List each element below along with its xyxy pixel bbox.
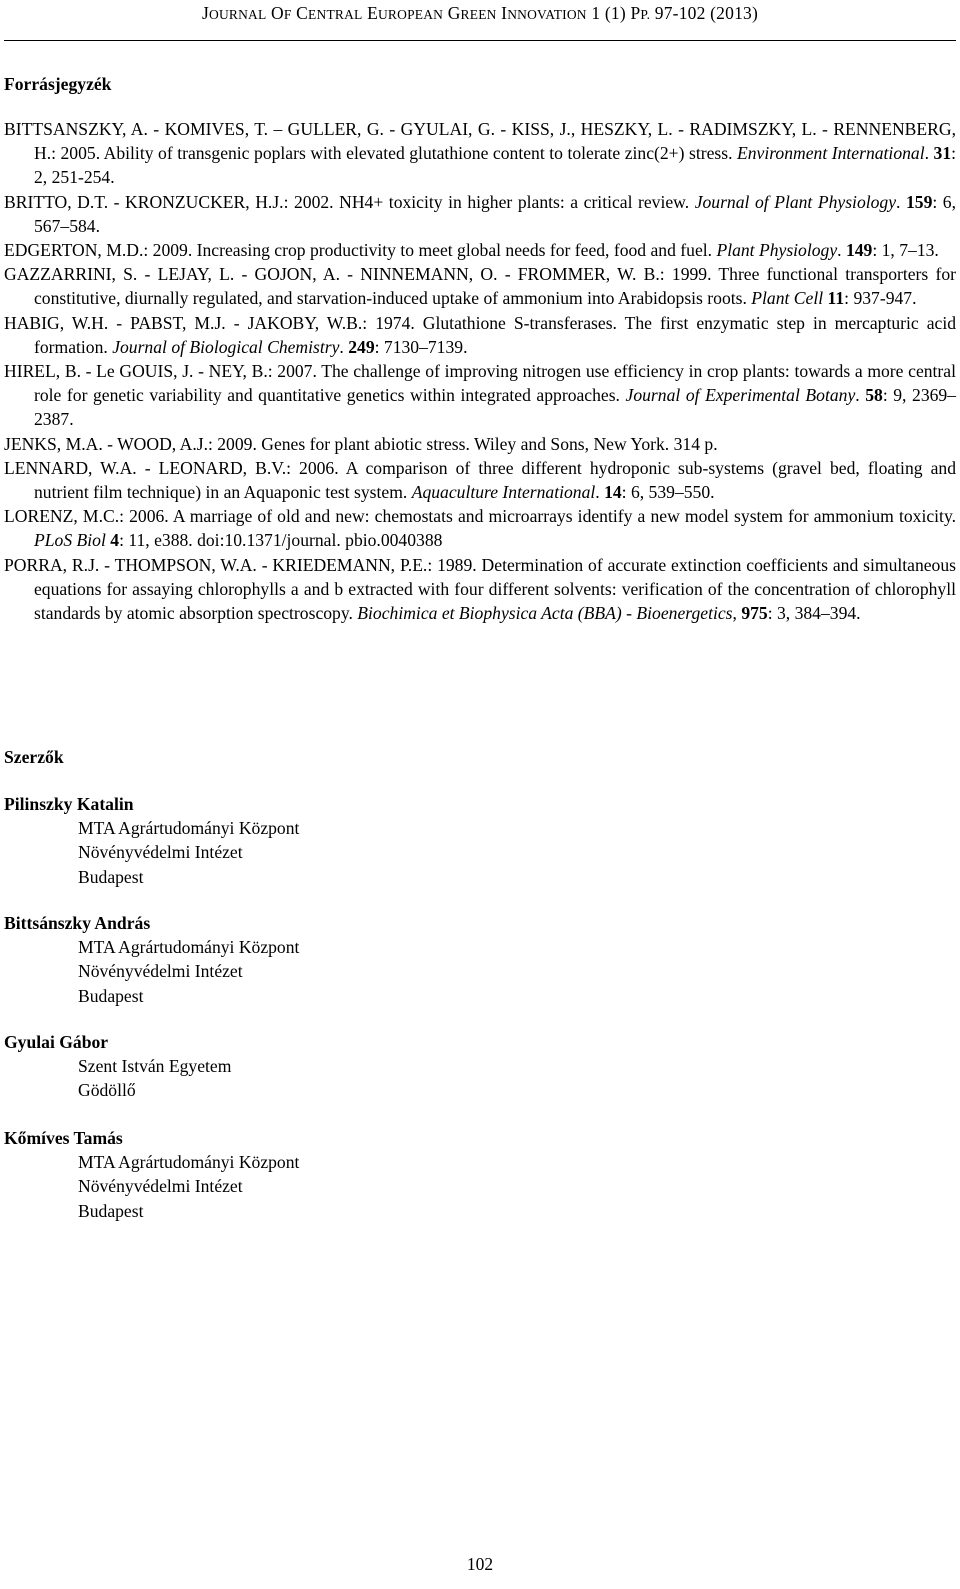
- reference-text: .: [896, 191, 906, 212]
- author-block: [4, 911, 904, 1008]
- journal-name: Journal of Biological Chemistry: [112, 336, 340, 357]
- author-block: [4, 1126, 904, 1223]
- reference-text: ,: [732, 603, 742, 624]
- reference-text: .: [855, 385, 866, 406]
- author-affiliation-line: MTA Agrártudományi Központ: [78, 1152, 300, 1173]
- journal-name: Environment International: [737, 143, 925, 164]
- journal-name: PLoS Biol: [34, 530, 106, 551]
- reference-text: BITTSANSZKY, A. - KOMIVES, T. – GULLER, G. - GYULAI, G. - KISS, J., HESZKY, L. - RADIMSZKY, L. - RENNENBERG, H.: 2005. Ability of transgenic poplars with elevated glutathione content to tolerate zinc(2+) stress.: [4, 119, 956, 164]
- journal-name: Journal of Plant Physiology: [694, 191, 897, 212]
- reference-entry: [4, 359, 956, 432]
- volume-number: 31: [933, 143, 952, 164]
- author-name: Bittsánszky András: [4, 913, 151, 933]
- author-affiliation-line: Növényvédelmi Intézet: [78, 961, 243, 982]
- reference-text: .: [339, 336, 349, 357]
- author-name: Kőmíves Tamás: [4, 1128, 123, 1148]
- authors-heading: Szerzők: [4, 747, 64, 767]
- reference-entry: [4, 456, 956, 504]
- volume-number: 149: [845, 240, 873, 261]
- author-name: Gyulai Gábor: [4, 1032, 109, 1052]
- reference-text: .: [595, 482, 605, 503]
- reference-text: HIREL, B. - Le GOUIS, J. - NEY, B.: 2007. The challenge of improving nitrogen use efficiency in crop plants: towards a more central role for genetic variability and quantitative genetics within integrated approaches.: [4, 361, 956, 406]
- reference-entry: [4, 311, 956, 359]
- volume-number: 11: [827, 288, 845, 309]
- reference-text: .: [837, 240, 846, 261]
- page-number: 102: [466, 1554, 494, 1574]
- author-affiliation-line: Budapest: [78, 985, 144, 1006]
- journal-name: Plant Physiology: [716, 240, 838, 261]
- reference-text: LORENZ, M.C.: 2006. A marriage of old and new: chemostats and microarrays identify a new model system for ammonium toxicity.: [4, 506, 956, 527]
- author-affiliation-line: MTA Agrártudományi Központ: [78, 937, 300, 958]
- reference-text: .: [924, 143, 934, 164]
- reference-entry: [4, 504, 956, 552]
- author-affiliation-line: Budapest: [78, 1200, 144, 1221]
- journal-name: Journal of Experimental Botany: [625, 385, 856, 406]
- author-affiliation-line: Gödöllő: [78, 1080, 136, 1101]
- header-divider: [4, 40, 956, 41]
- reference-text: : 1, 7–13.: [872, 240, 939, 261]
- reference-text: HABIG, W.H. - PABST, M.J. - JAKOBY, W.B.: 1974. Glutathione S-transferases. The first enzymatic step in mercapturic acid formation.: [4, 312, 956, 357]
- reference-entry: [4, 262, 956, 310]
- author-block: [4, 792, 904, 889]
- reference-entry: [4, 190, 956, 238]
- reference-entry: [4, 553, 956, 626]
- journal-name: Aquaculture International: [411, 482, 596, 503]
- reference-text: EDGERTON, M.D.: 2009. Increasing crop productivity to meet global needs for feed, food and fuel.: [4, 240, 717, 261]
- reference-text: : 6, 539–550.: [621, 482, 715, 503]
- reference-text: : 6, 567–584.: [34, 191, 957, 236]
- volume-number: 159: [905, 191, 933, 212]
- reference-text: : 937-947.: [844, 288, 917, 309]
- volume-number: 4: [110, 530, 120, 551]
- reference-list: [4, 117, 956, 625]
- author-affiliation-line: MTA Agrártudományi Központ: [78, 818, 300, 839]
- journal-name: Plant Cell: [751, 288, 824, 309]
- reference-text: : 2, 251-254.: [34, 143, 957, 188]
- sources-heading: Forrásjegyzék: [4, 74, 112, 94]
- author-affiliation-line: Növényvédelmi Intézet: [78, 842, 243, 863]
- reference-text: : 9, 2369–2387.: [34, 385, 957, 430]
- reference-entry: [4, 238, 956, 262]
- journal-name: Biochimica et Biophysica Acta (BBA) - Bioenergetics: [357, 603, 733, 624]
- reference-text: : 7130–7139.: [374, 336, 468, 357]
- author-name: Pilinszky Katalin: [4, 794, 134, 814]
- volume-number: 975: [741, 603, 768, 624]
- author-affiliation-line: Szent István Egyetem: [78, 1056, 232, 1077]
- volume-number: 14: [604, 482, 622, 503]
- reference-text: GAZZARRINI, S. - LEJAY, L. - GOJON, A. - NINNEMANN, O. - FROMMER, W. B.: 1999. Three functional transporters for constitutive, diurnally regulated, and starvation-induced uptake of ammonium into Arabidopsis roots.: [4, 264, 956, 309]
- reference-text: JENKS, M.A. - WOOD, A.J.: 2009. Genes for plant abiotic stress. Wiley and Sons, New York. 314 p.: [4, 433, 718, 454]
- author-block: [4, 1030, 904, 1103]
- reference-entry: [4, 117, 956, 190]
- reference-text: BRITTO, D.T. - KRONZUCKER, H.J.: 2002. NH4+ toxicity in higher plants: a critical review.: [4, 191, 695, 212]
- running-header: JOURNAL OF CENTRAL EUROPEAN GREEN INNOVATION 1 (1) PP. 97-102 (2013): [201, 3, 758, 23]
- author-affiliation-line: Növényvédelmi Intézet: [78, 1176, 243, 1197]
- reference-text: : 3, 384–394.: [767, 603, 861, 624]
- reference-text: : 11, e388. doi:10.1371/journal. pbio.0040388: [119, 530, 443, 551]
- volume-number: 58: [865, 385, 883, 406]
- reference-text: LENNARD, W.A. - LEONARD, B.V.: 2006. A comparison of three different hydroponic sub-systems (gravel bed, floating and nutrient film technique) in an Aquaponic test system.: [4, 457, 956, 503]
- author-affiliation-line: Budapest: [78, 866, 144, 887]
- reference-entry: [4, 432, 956, 456]
- volume-number: 249: [348, 336, 375, 357]
- reference-text: PORRA, R.J. - THOMPSON, W.A. - KRIEDEMANN, P.E.: 1989. Determination of accurate extinction coefficients and simultaneous equations for assaying chlorophylls a and b extracted with four different solvents: verification of the concentration of chlorophyll standards by atomic absorption spectroscopy.: [4, 554, 956, 624]
